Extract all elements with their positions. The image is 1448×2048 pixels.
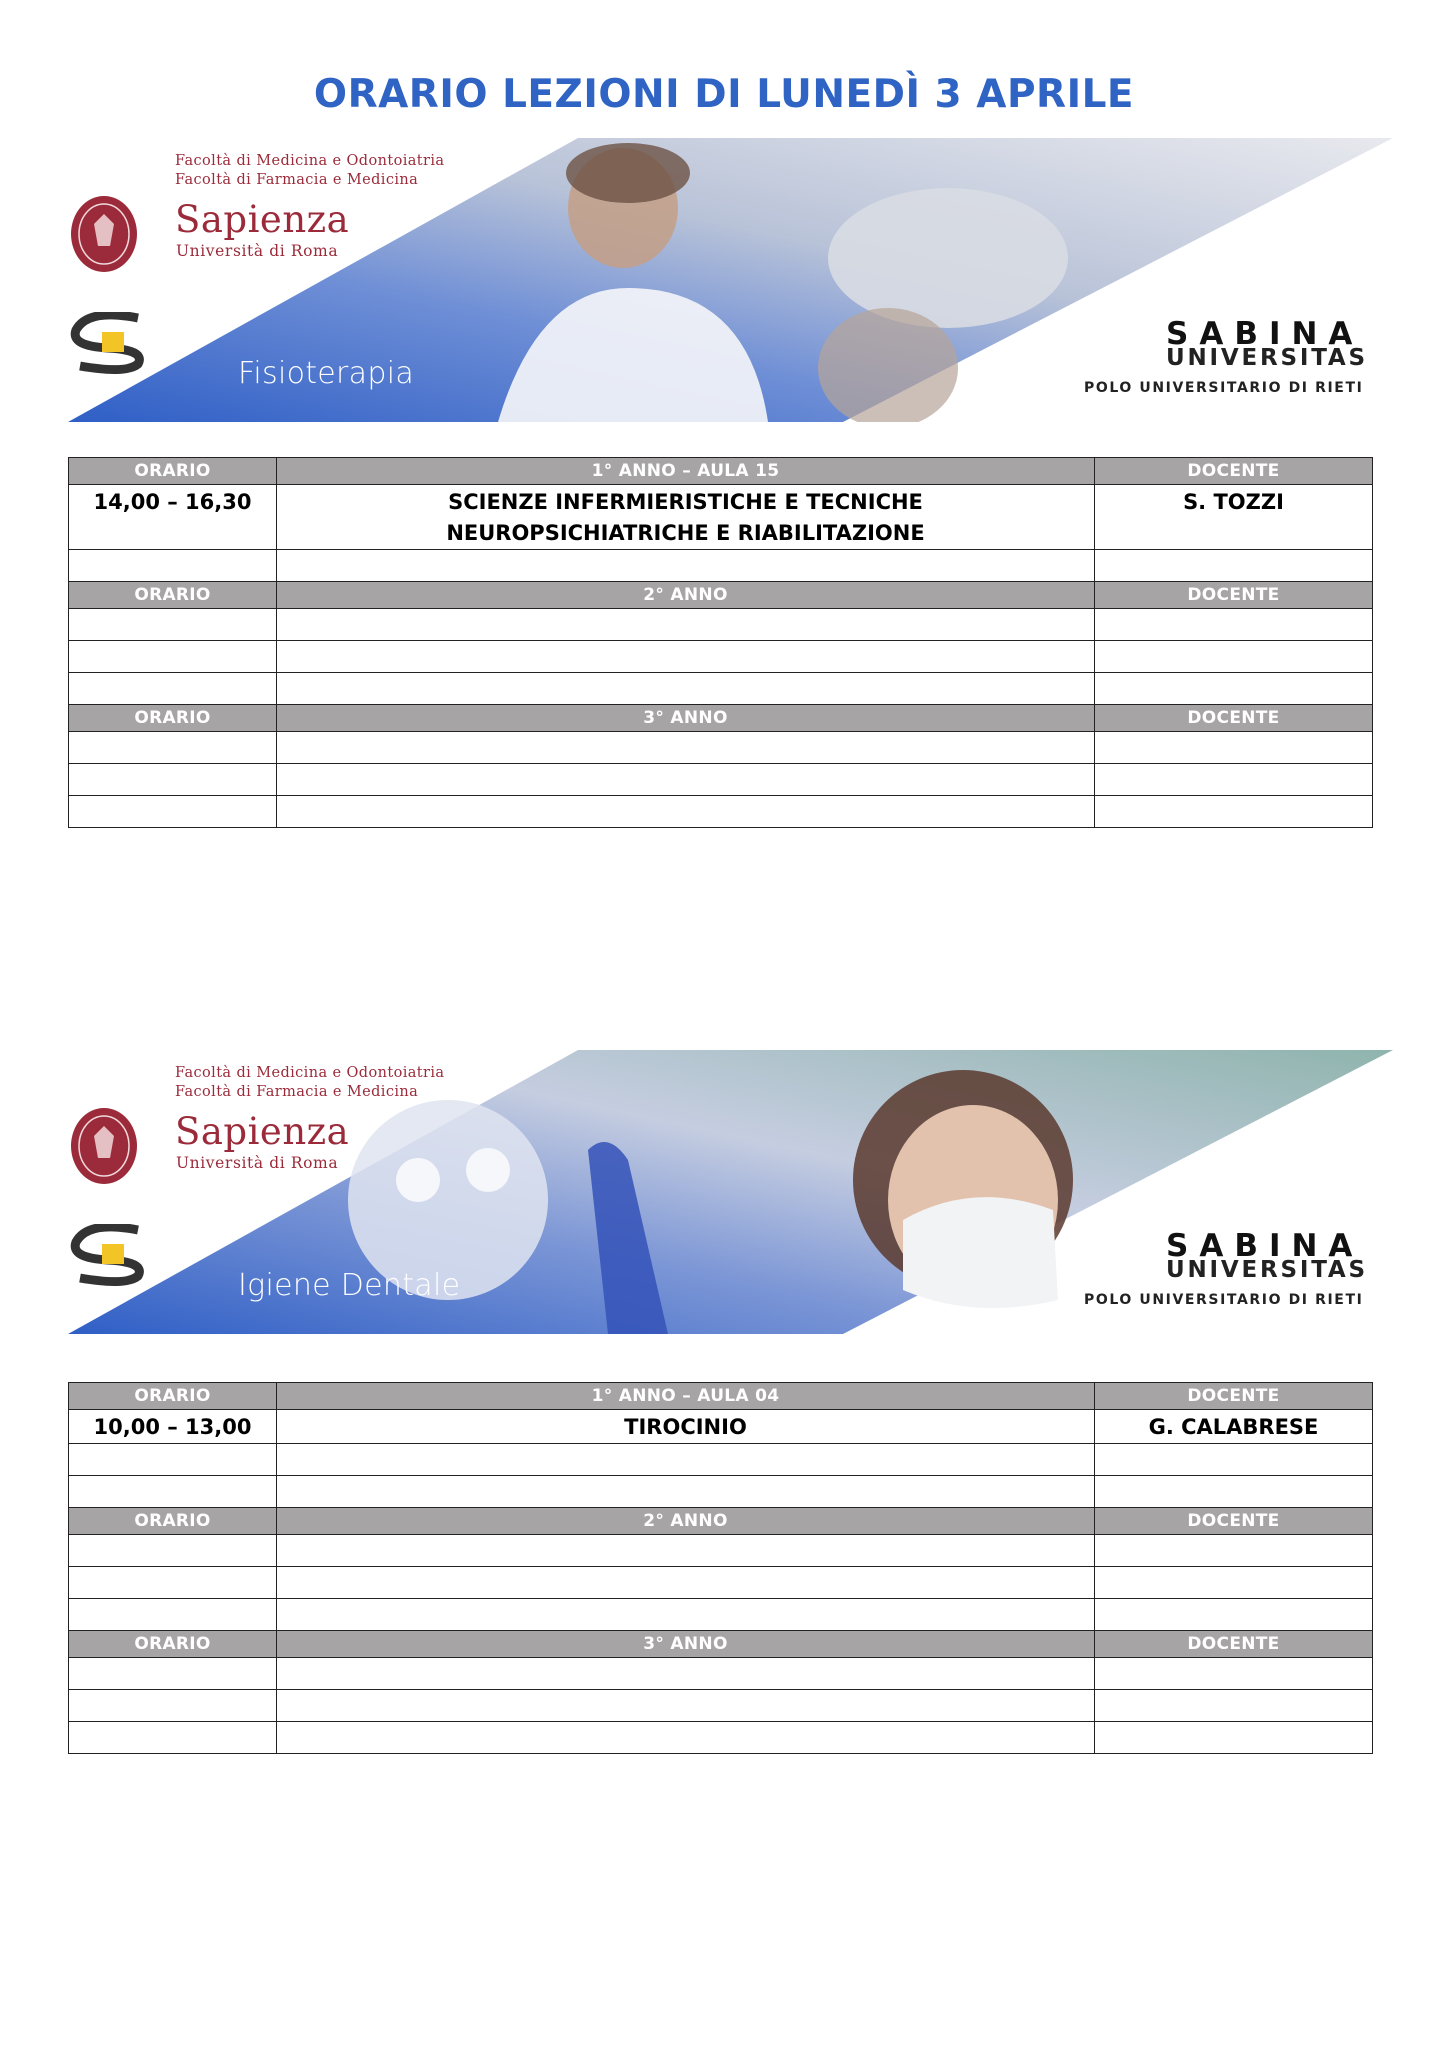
universitas-wordmark: UNIVERSITAS: [1166, 1257, 1368, 1283]
header-docente: DOCENTE: [1095, 1383, 1373, 1410]
course-banner-fisioterapia: [68, 138, 1393, 422]
cell-orario: 10,00 – 13,00: [69, 1410, 277, 1444]
header-anno: 1° ANNO – AULA 04: [277, 1383, 1095, 1410]
header-docente: DOCENTE: [1095, 1631, 1373, 1658]
schedule-table-fisioterapia: [68, 457, 1373, 828]
table-header-row: [69, 458, 1373, 485]
table-row: [69, 1722, 1373, 1754]
header-anno: 3° ANNO: [277, 1631, 1095, 1658]
course-name: Fisioterapia: [238, 356, 415, 391]
faculty-line-2: Facoltà di Farmacia e Medicina: [175, 172, 419, 188]
table-row: [69, 1658, 1373, 1690]
header-anno: 2° ANNO: [277, 582, 1095, 609]
table-row: [69, 1535, 1373, 1567]
cell-docente: S. TOZZI: [1095, 485, 1373, 550]
table-row: [69, 1410, 1373, 1444]
sabina-book-logo-icon: [68, 312, 163, 374]
header-docente: DOCENTE: [1095, 1508, 1373, 1535]
header-docente: DOCENTE: [1095, 705, 1373, 732]
page-title: ORARIO LEZIONI DI LUNEDÌ 3 APRILE: [313, 72, 1135, 117]
sapienza-wordmark: Sapienza: [175, 198, 350, 241]
table-row: [69, 1567, 1373, 1599]
header-orario: ORARIO: [69, 1508, 277, 1535]
schedule-table-igiene-dentale: [68, 1382, 1373, 1754]
universitas-wordmark: UNIVERSITAS: [1166, 345, 1368, 371]
table-row: [69, 764, 1373, 796]
universita-di-roma: Università di Roma: [176, 1154, 339, 1172]
table-header-row: [69, 582, 1373, 609]
course-name: Igiene Dentale: [238, 1268, 461, 1303]
sapienza-seal-icon: [68, 1106, 140, 1186]
header-orario: ORARIO: [69, 458, 277, 485]
table-row: [69, 796, 1373, 828]
table-row: [69, 609, 1373, 641]
universita-di-roma: Università di Roma: [176, 242, 339, 260]
table-row: [69, 550, 1373, 582]
header-docente: DOCENTE: [1095, 582, 1373, 609]
header-orario: ORARIO: [69, 1383, 277, 1410]
header-orario: ORARIO: [69, 1631, 277, 1658]
header-anno: 3° ANNO: [277, 705, 1095, 732]
course-banner-igiene-dentale: [68, 1050, 1393, 1334]
table-row: [69, 1476, 1373, 1508]
faculty-line-1: Facoltà di Medicina e Odontoiatria: [175, 153, 445, 169]
table-header-row: [69, 1631, 1373, 1658]
table-row: [69, 732, 1373, 764]
polo-universitario: POLO UNIVERSITARIO DI RIETI: [1084, 1292, 1364, 1308]
polo-universitario: POLO UNIVERSITARIO DI RIETI: [1084, 380, 1364, 396]
header-anno: 2° ANNO: [277, 1508, 1095, 1535]
table-header-row: [69, 1508, 1373, 1535]
table-row: [69, 641, 1373, 673]
sabina-book-logo-icon: [68, 1224, 163, 1286]
sabina-wordmark: SABINA: [1166, 316, 1364, 352]
cell-orario: 14,00 – 16,30: [69, 485, 277, 550]
table-row: [69, 1599, 1373, 1631]
table-header-row: [69, 1383, 1373, 1410]
faculty-line-1: Facoltà di Medicina e Odontoiatria: [175, 1065, 445, 1081]
header-orario: ORARIO: [69, 705, 277, 732]
cell-materia: SCIENZE INFERMIERISTICHE E TECNICHE NEUROPSICHIATRICHE E RIABILITAZIONE: [277, 485, 1095, 550]
cell-docente: G. CALABRESE: [1095, 1410, 1373, 1444]
cell-materia: TIROCINIO: [277, 1410, 1095, 1444]
header-anno: 1° ANNO – AULA 15: [277, 458, 1095, 485]
faculty-line-2: Facoltà di Farmacia e Medicina: [175, 1084, 419, 1100]
header-docente: DOCENTE: [1095, 458, 1373, 485]
header-orario: ORARIO: [69, 582, 277, 609]
table-row: [69, 1690, 1373, 1722]
table-row: [69, 673, 1373, 705]
table-header-row: [69, 705, 1373, 732]
table-row: [69, 1444, 1373, 1476]
table-row: [69, 485, 1373, 550]
sapienza-wordmark: Sapienza: [175, 1110, 350, 1153]
sabina-wordmark: SABINA: [1166, 1228, 1364, 1264]
sapienza-seal-icon: [68, 194, 140, 274]
